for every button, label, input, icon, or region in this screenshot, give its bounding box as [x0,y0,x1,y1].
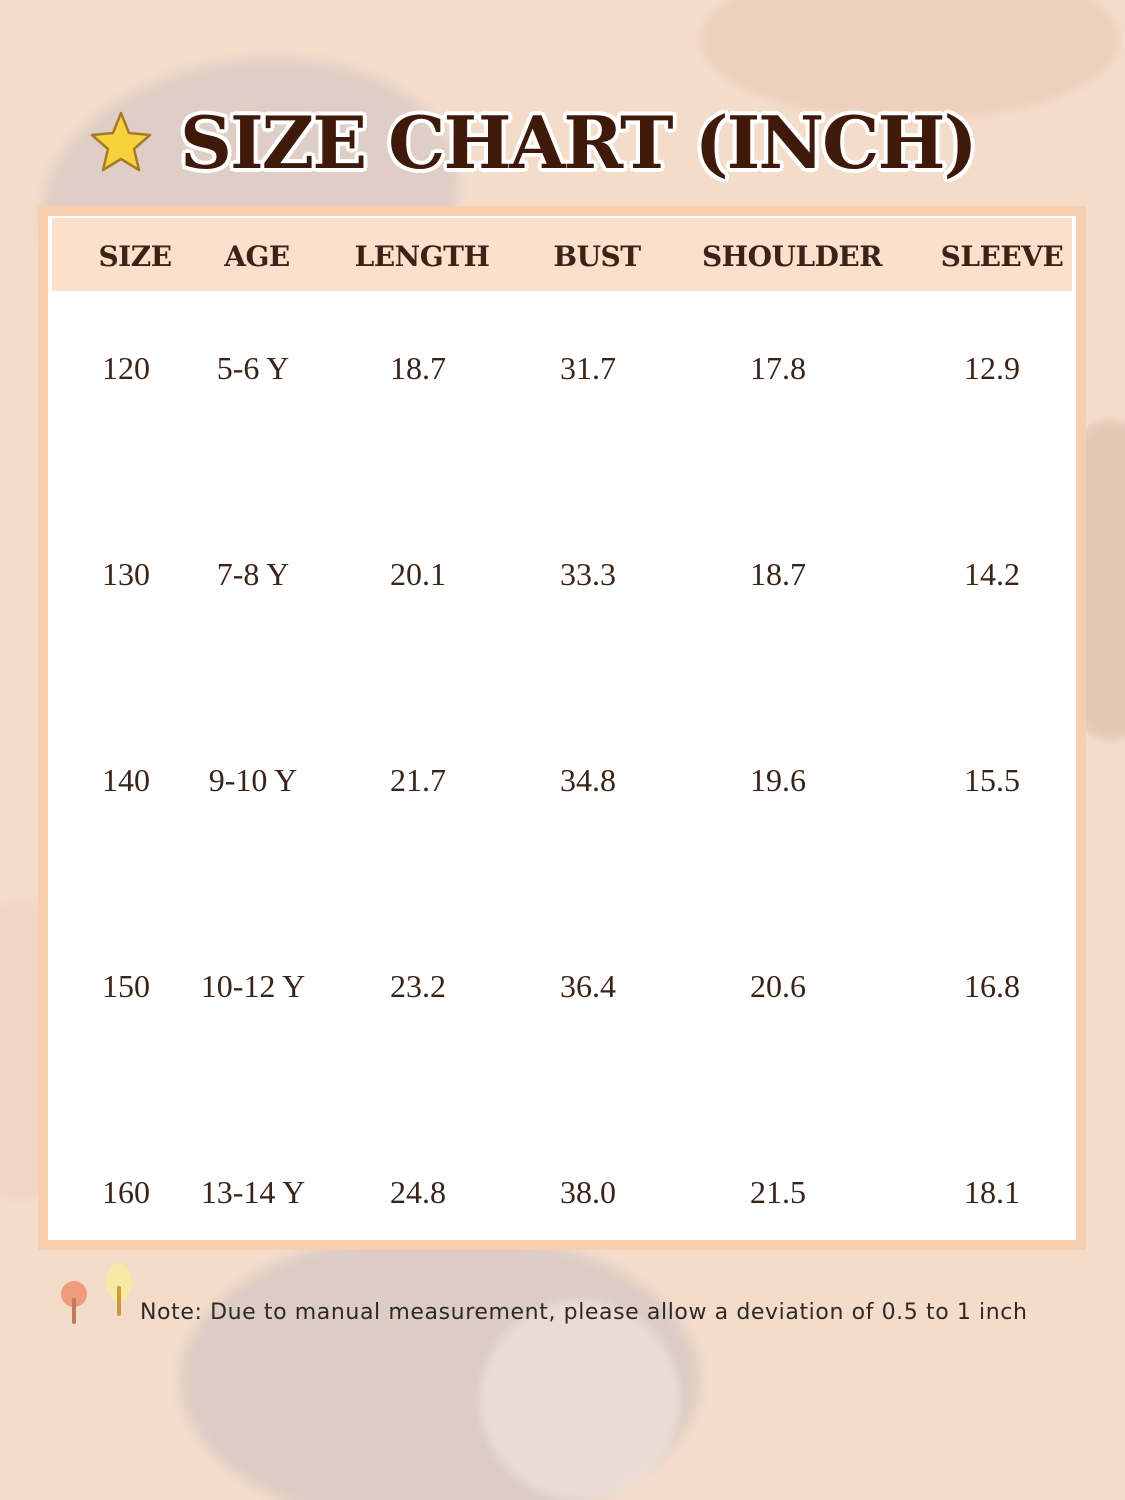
cell-bust: 38.0 [560,1174,616,1210]
tree-icon [58,1278,92,1328]
cell-sleeve: 12.9 [964,350,1020,386]
header-length: LENGTH [354,240,490,273]
cell-length: 21.7 [390,762,446,798]
cell-size: 120 [102,350,150,386]
cell-length: 23.2 [390,968,446,1004]
cell-shoulder: 17.8 [750,350,806,386]
note-row [56,1262,1096,1332]
size-table-frame [38,206,1086,1250]
cell-bust: 34.8 [560,762,616,798]
cell-shoulder: 21.5 [750,1174,806,1210]
cell-age: 10-12 Y [200,968,306,1004]
page-title: SIZE CHART (INCH) [180,99,976,185]
cell-bust: 36.4 [560,968,616,1004]
table-row [48,1174,1076,1234]
title-row [88,92,976,192]
cell-length: 20.1 [390,556,446,592]
table-row [48,556,1076,616]
table-header [52,218,1072,291]
cell-size: 160 [102,1174,150,1210]
cell-shoulder: 20.6 [750,968,806,1004]
cell-bust: 33.3 [560,556,616,592]
header-shoulder: SHOULDER [701,240,883,273]
header-size: SIZE [98,240,172,273]
cell-sleeve: 18.1 [964,1174,1020,1210]
cell-size: 130 [102,556,150,592]
measurement-note: Note: Due to manual measurement, please allow a deviation of 0.5 to 1 inch [140,1300,1028,1325]
size-table [48,216,1076,1240]
star-icon [88,109,154,175]
table-row [48,968,1076,1028]
header-sleeve: SLEEVE [940,240,1064,273]
cell-age: 13-14 Y [200,1174,306,1210]
cell-age: 5-6 Y [216,350,290,386]
tree-icon [104,1262,138,1320]
cell-bust: 31.7 [560,350,616,386]
table-row [48,762,1076,822]
cell-size: 150 [102,968,150,1004]
cell-shoulder: 19.6 [750,762,806,798]
cell-sleeve: 14.2 [964,556,1020,592]
cell-age: 9-10 Y [208,762,298,798]
cell-age: 7-8 Y [216,556,290,592]
cell-sleeve: 15.5 [964,762,1020,798]
cell-sleeve: 16.8 [964,968,1020,1004]
header-age: AGE [224,240,290,273]
cell-length: 24.8 [390,1174,446,1210]
cell-shoulder: 18.7 [750,556,806,592]
table-row [48,350,1076,410]
cell-length: 18.7 [390,350,446,386]
cell-size: 140 [102,762,150,798]
header-bust: BUST [553,240,641,273]
